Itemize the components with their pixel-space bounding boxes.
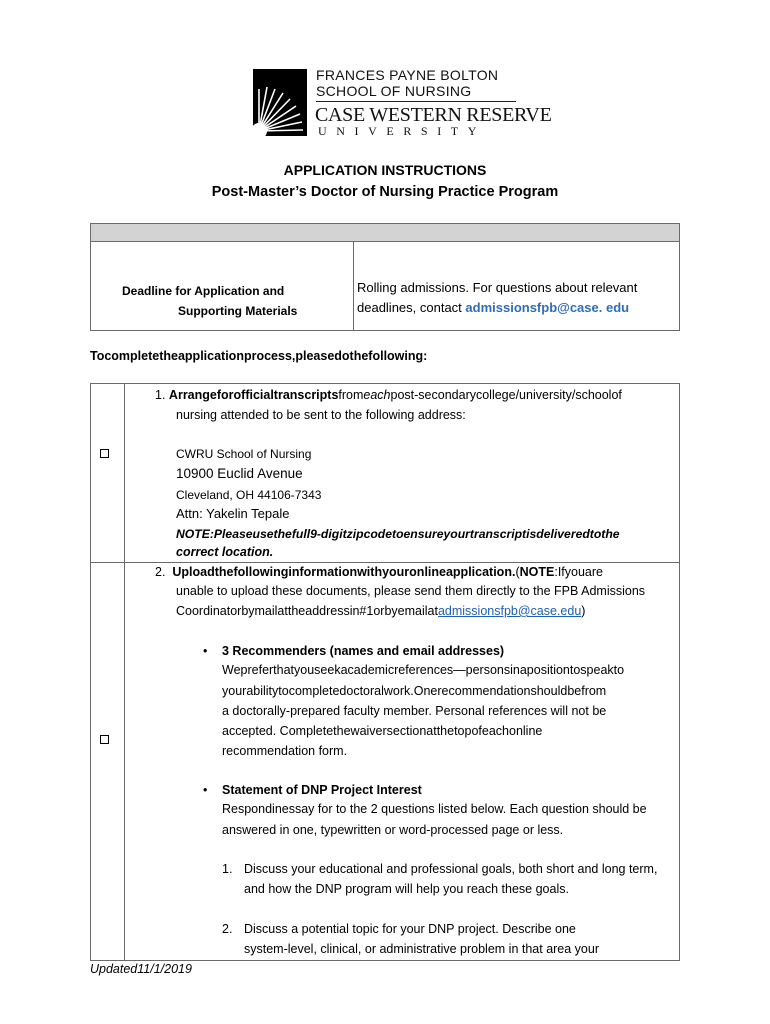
recommenders-line5: recommendation form.: [222, 744, 348, 758]
logo-school-name-line1: FRANCES PAYNE BOLTON: [316, 67, 499, 83]
question1-number: 1.: [222, 862, 233, 876]
recommenders-title: 3 Recommenders (names and email addresses): [222, 644, 505, 658]
steps-table-divider: [124, 383, 125, 961]
bullet-statement: •: [203, 783, 208, 797]
page-title: APPLICATION INSTRUCTIONS: [283, 162, 487, 178]
recommenders-line3: a doctorally-prepared faculty member. Personal references will not be: [222, 704, 607, 718]
instructions-intro: Tocompletetheapplicationprocess,pleasedothefollowing:: [90, 349, 428, 363]
statement-line2: answered in one, typewritten or word-processed page or less.: [222, 823, 564, 837]
question1-line1: Discuss your educational and professional goals, both short and long term,: [244, 862, 658, 876]
page-subtitle: Post-Master’s Doctor of Nursing Practice Program: [211, 184, 559, 200]
question1-line2: and how the DNP program will help you reach these goals.: [244, 882, 569, 896]
step2-line2: unable to upload these documents, please send them directly to the FPB Admissions: [176, 584, 646, 598]
address-line4: Attn: Yakelin Tepale: [176, 506, 290, 521]
recommenders-line4: accepted. Completethewaiversectionatthetopofeachonline: [222, 724, 543, 738]
step1-line1: 1. Arrangeforofficialtranscriptsfromeachpost-secondarycollege/university/schoolof: [155, 388, 622, 402]
recommenders-line2: yourabilitytocompletedoctoralwork.Onerecommendationshouldbefrom: [222, 684, 607, 698]
step2-line3: Coordinatorbymailattheaddressin#1orbyemailatadmissionsfpb@case.edu): [176, 604, 586, 618]
admissions-email-link-2[interactable]: admissionsfpb@case.edu: [437, 604, 582, 618]
bullet-recommenders: •: [203, 644, 208, 658]
statement-title: Statement of DNP Project Interest: [222, 783, 422, 797]
question2-line2: system-level, clinical, or administrative problem in that area your: [244, 942, 599, 956]
address-line2: 10900 Euclid Avenue: [176, 466, 303, 481]
zipcode-note-line1: NOTE:Pleaseusethefull9-digitzipcodetoensureyourtranscriptisdeliveredtothe: [176, 527, 620, 541]
logo-divider: [316, 101, 516, 102]
deadline-text-line1: Rolling admissions. For questions about relevant: [357, 280, 638, 295]
university-seal-logo: [253, 69, 307, 136]
logo-university-name: CASE WESTERN RESERVE: [315, 104, 552, 126]
deadline-text-line2: deadlines, contact admissionsfpb@case. edu: [357, 300, 630, 315]
step1-line2: nursing attended to be sent to the following address:: [176, 408, 466, 422]
address-line3: Cleveland, OH 44106-7343: [176, 488, 322, 502]
logo-school-name-line2: SCHOOL OF NURSING: [316, 83, 472, 99]
recommenders-line1: Wepreferthatyouseekacademicreferences—personsinapositiontospeakto: [222, 663, 625, 677]
sunburst-icon: [253, 69, 307, 136]
deadline-table-divider: [353, 241, 354, 331]
table-header-bar: [90, 223, 680, 242]
deadline-label-line2: Supporting Materials: [178, 304, 298, 318]
step1-checkbox[interactable]: [100, 449, 109, 458]
address-line1: CWRU School of Nursing: [176, 447, 312, 461]
question2-line1: Discuss a potential topic for your DNP project. Describe one: [244, 922, 576, 936]
step2-line1: 2. Uploadthefollowinginformationwithyouronlineapplication.(NOTE:Ifyouare: [155, 565, 603, 579]
deadline-label-line1: Deadline for Application and: [122, 284, 285, 298]
zipcode-note-line2: correct location.: [176, 545, 274, 559]
updated-date: Updated11/1/2019: [90, 962, 192, 976]
statement-line1: Respondinessay for to the 2 questions listed below. Each question should be: [222, 802, 647, 816]
question2-number: 2.: [222, 922, 233, 936]
logo-university-word: UNIVERSITY: [318, 124, 486, 138]
admissions-email-link[interactable]: admissionsfpb@case. edu: [465, 300, 630, 315]
step2-checkbox[interactable]: [100, 735, 109, 744]
